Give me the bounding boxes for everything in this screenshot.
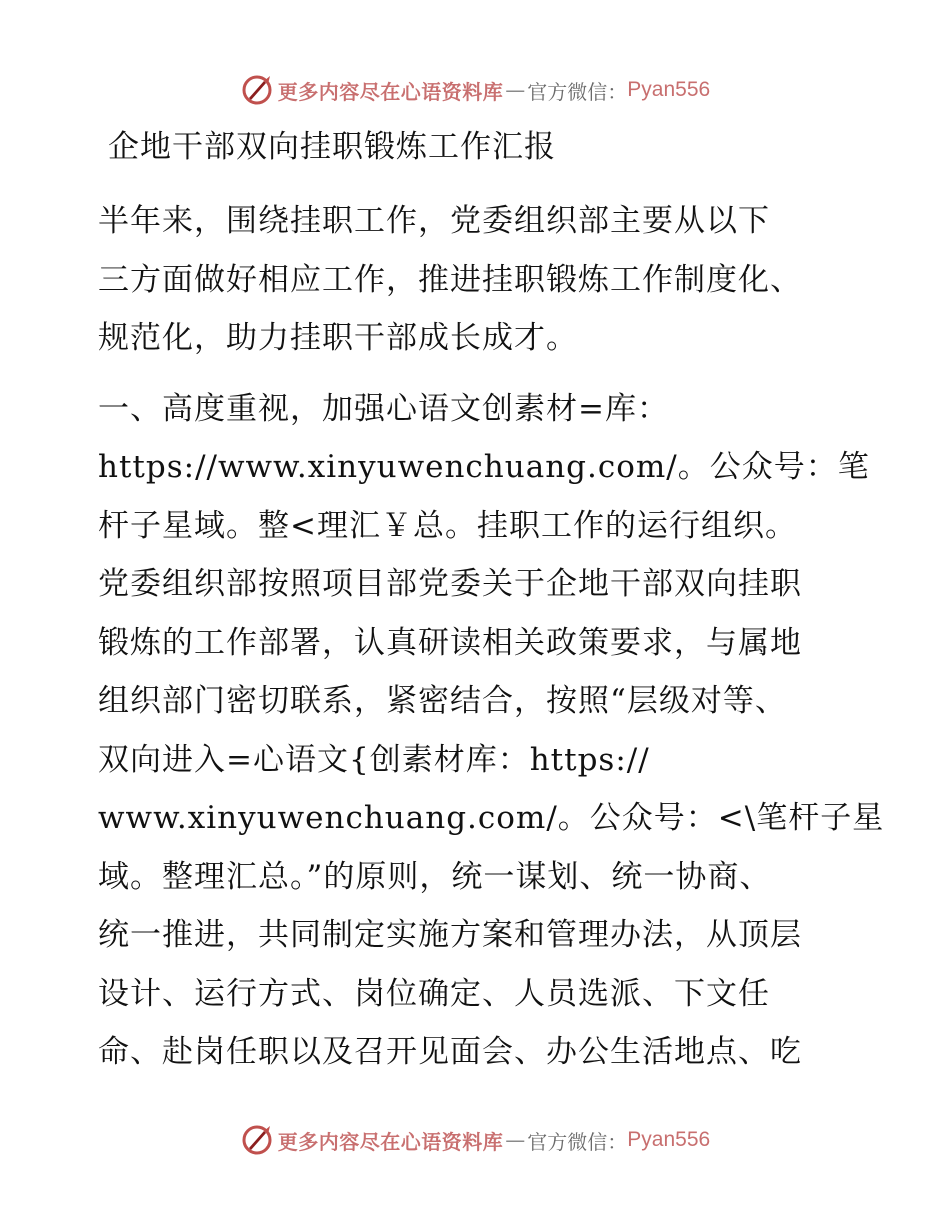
text-line: 半年来，围绕挂职工作，党委组织部主要从以下 [98, 203, 770, 239]
text-line: 杆子星域。整<理汇￥总。挂职工作的运行组织。 [98, 507, 797, 544]
text-line: 双向进入=心语文{创素材库：https:// [98, 741, 650, 778]
footer-watermark [0, 1120, 950, 1160]
text-line: 组织部门密切联系，紧密结合，按照“层级对等、 [98, 683, 787, 719]
header-watermark [0, 70, 950, 110]
text-line: 锻炼的工作部署，认真研读相关政策要求，与属地 [98, 624, 802, 661]
watermark-label: 官方微信： [527, 1129, 628, 1154]
text-line: 域。整理汇总。”的原则，统一谋划、统一协商、 [98, 858, 772, 895]
text-line: https://www.xinyuwenchuang.com/。公众号：笔 [98, 449, 870, 485]
watermark-text: 更多内容尽在心语资料库 [277, 1129, 504, 1154]
text-line: 一、高度重视，加强心语文创素材=库： [98, 390, 669, 427]
watermark-separator: — [505, 1128, 526, 1152]
text-line: 命、赴岗任职以及召开见面会、办公生活地点、吃 [98, 1034, 802, 1070]
text-line: 规范化，助力挂职干部成长成才。 [98, 320, 578, 356]
document-title: 企地干部双向挂职锻炼工作汇报 [108, 129, 556, 165]
text-line: 统一推进，共同制定实施方案和管理办法，从顶层 [98, 917, 802, 953]
text-line: 设计、运行方式、岗位确定、人员选派、下文任 [98, 975, 770, 1012]
watermark-separator: — [505, 78, 526, 102]
quill-logo-icon [240, 73, 274, 107]
paragraph-intro [98, 192, 850, 368]
paragraph-section-one [98, 380, 885, 1082]
watermark-wechat-id: Pyan556 [627, 1128, 711, 1151]
watermark-wechat-id: Pyan556 [627, 78, 711, 101]
watermark-text: 更多内容尽在心语资料库 [277, 79, 504, 104]
text-line: 三方面做好相应工作，推进挂职锻炼工作制度化、 [98, 261, 802, 298]
document-body [98, 118, 885, 1082]
text-line: www.xinyuwenchuang.com/。公众号：<\笔杆子星 [98, 800, 885, 836]
watermark-label: 官方微信： [527, 79, 628, 104]
text-line: 党委组织部按照项目部党委关于企地干部双向挂职 [98, 566, 802, 602]
quill-logo-icon [240, 1123, 274, 1157]
